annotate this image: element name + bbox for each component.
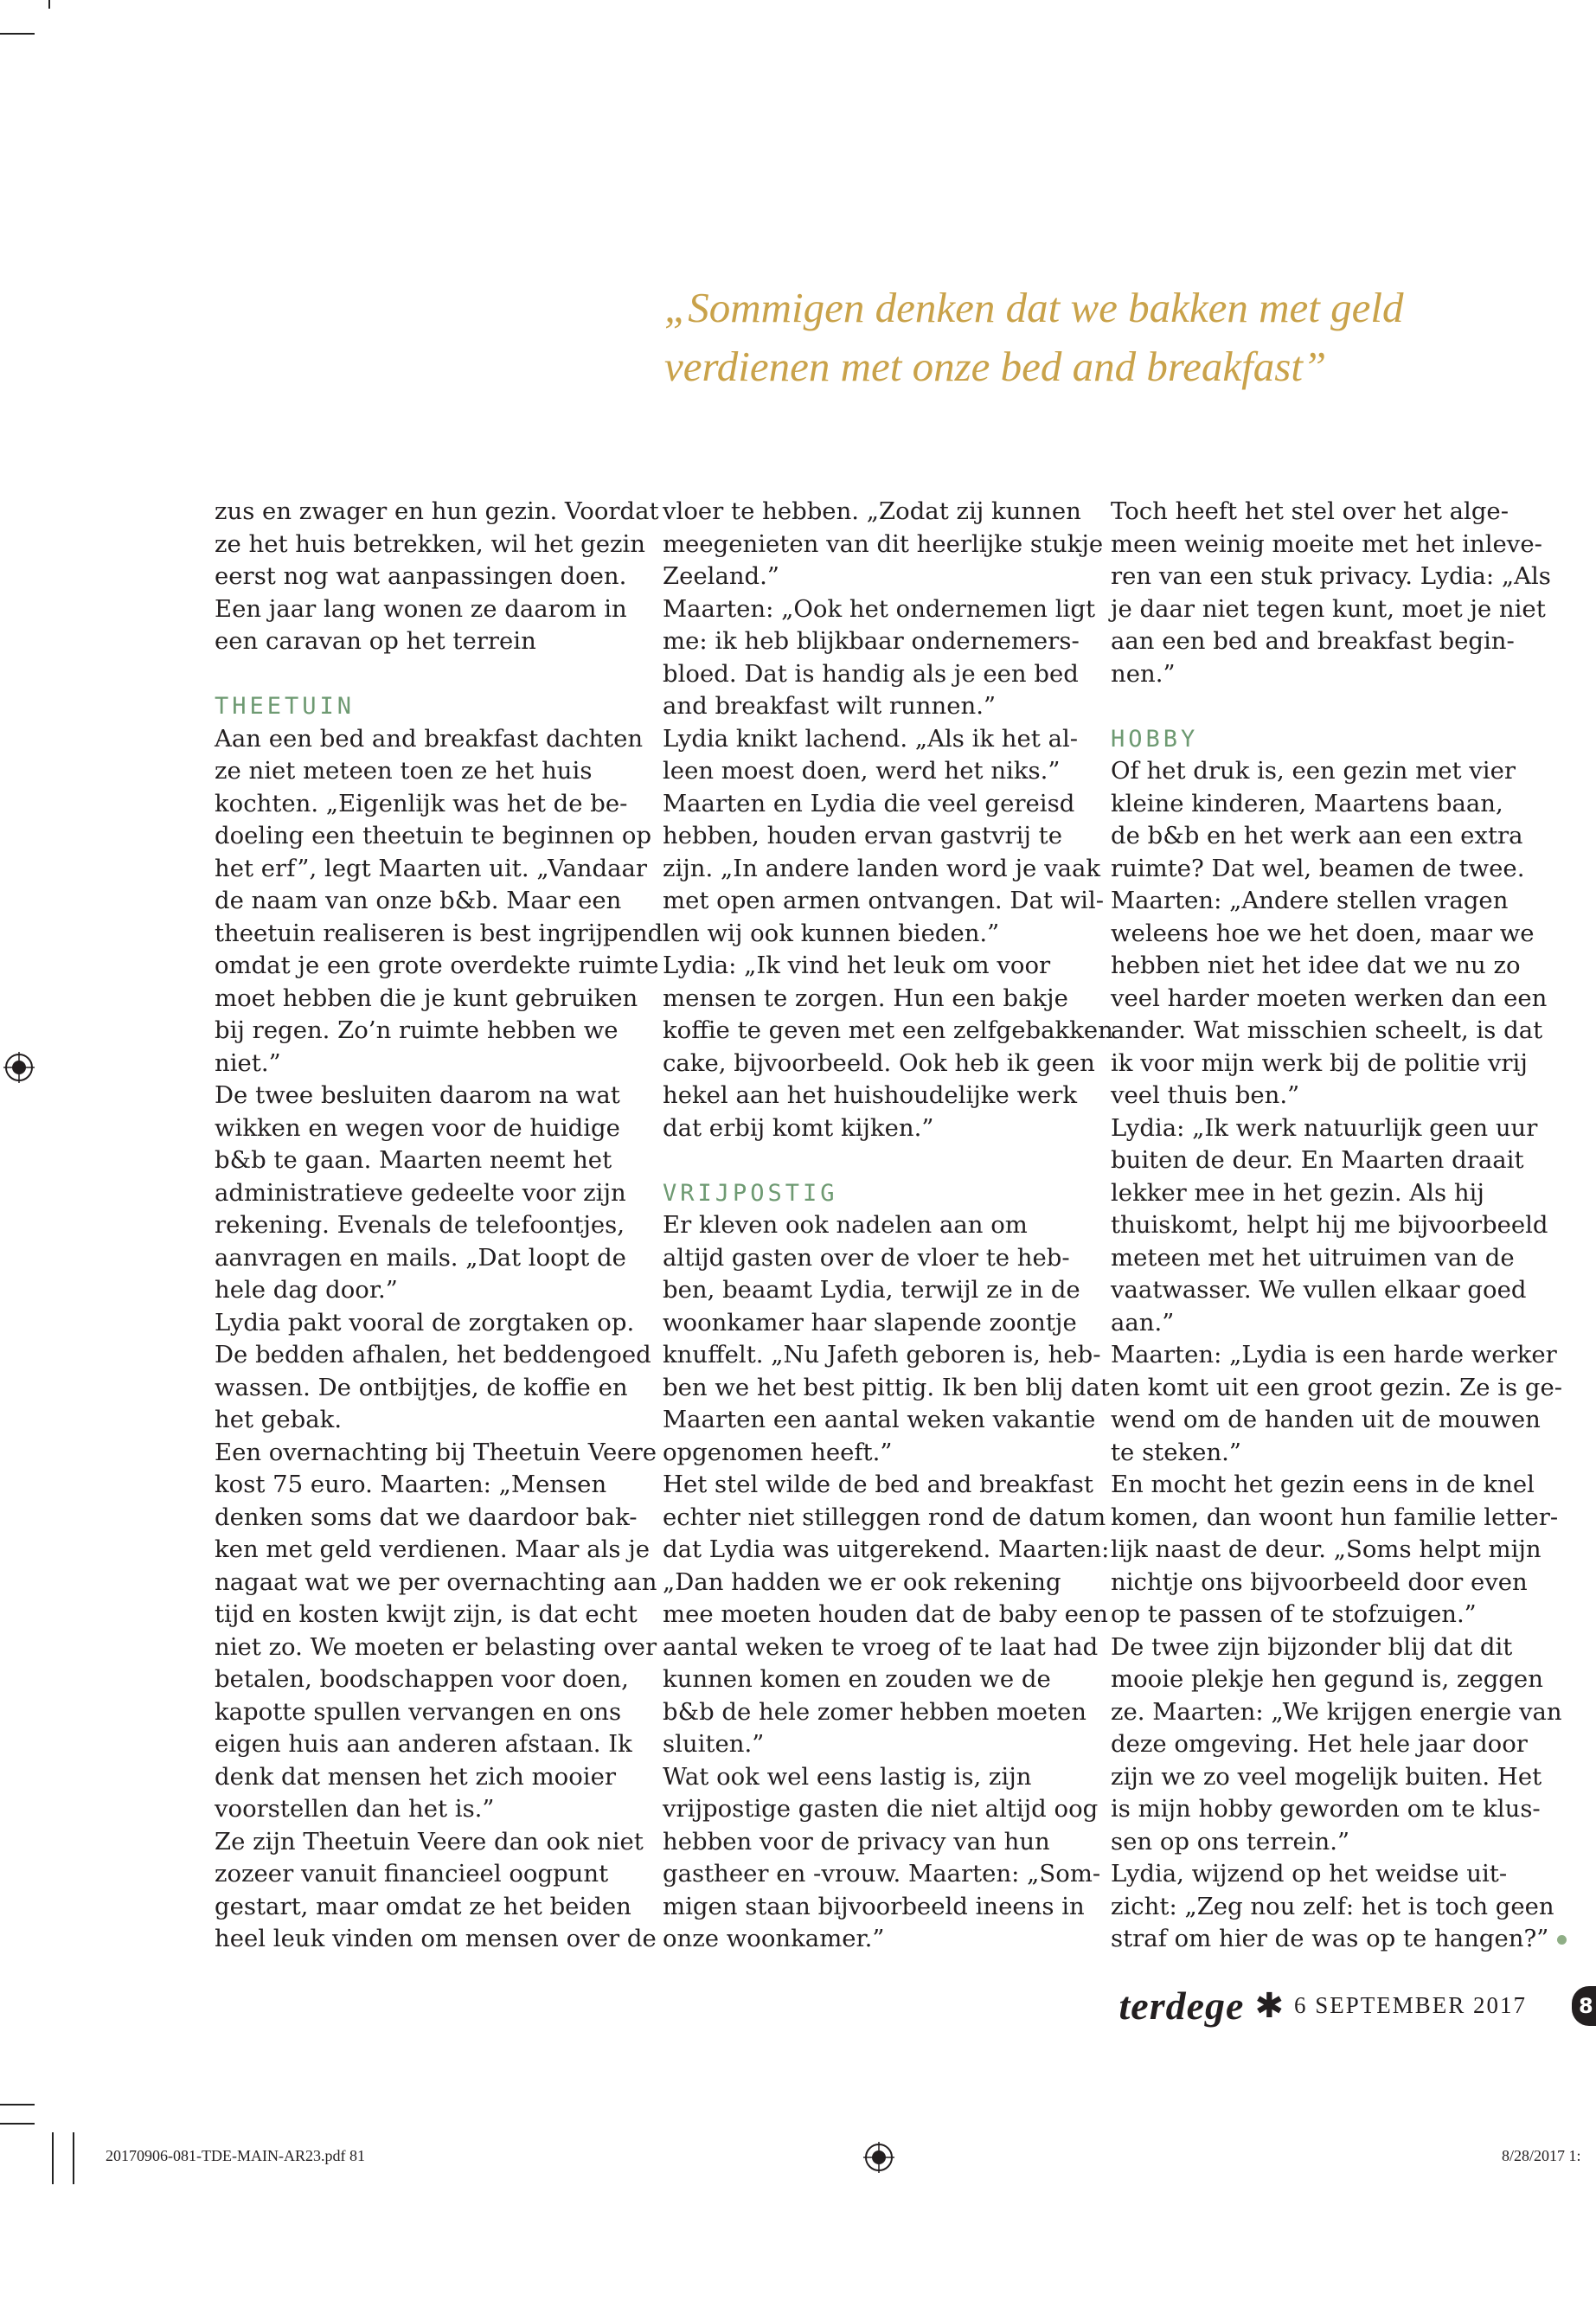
asterisk-icon: ✱ — [1254, 1985, 1284, 2026]
body-text-line: betalen, boodschappen voor doen, — [215, 1665, 629, 1693]
body-text-line: heel leuk vinden om mensen over de — [215, 1925, 657, 1952]
article-column-3 — [1111, 496, 1563, 1956]
body-text-line: deze omgeving. Het hele jaar door — [1111, 1730, 1528, 1758]
magazine-logo: terdege — [1118, 1984, 1245, 2028]
body-text-line: vrijpostige gasten die niet altijd oog — [663, 1795, 1099, 1823]
body-text-line: ruimte? Dat wel, beamen de twee. — [1111, 854, 1525, 882]
body-text-line: Lydia pakt vooral de zorgtaken op. — [215, 1308, 635, 1336]
body-text-line: leen moest doen, werd het niks.” — [663, 757, 1061, 785]
body-text-line: rekening. Evenals de telefoontjes, — [215, 1211, 625, 1239]
body-text-line: veel thuis ben.” — [1111, 1081, 1300, 1109]
article-column-1 — [215, 496, 663, 1956]
paragraph-spacer — [1111, 690, 1543, 723]
body-text-line: ben, beaamt Lydia, terwijl ze in de — [663, 1276, 1080, 1304]
crop-mark — [0, 2123, 35, 2125]
body-text-line: ze het huis betrekken, wil het gezin — [215, 529, 646, 558]
body-text-line: tijd en kosten kwijt zijn, is dat echt — [215, 1600, 638, 1628]
body-text-line: ze niet meteen toen ze het huis — [215, 757, 593, 785]
body-text-line: kunnen komen en zouden we de — [663, 1665, 1051, 1693]
body-text-line: het erf”, legt Maarten uit. „Vandaar — [215, 854, 648, 882]
section-heading: THEETUIN — [215, 693, 356, 720]
body-text-line: ben we het best pittig. Ik ben blij dat — [663, 1373, 1110, 1401]
body-text-line: b&b de hele zomer hebben moeten — [663, 1697, 1086, 1726]
body-text-line: wend om de handen uit de mouwen — [1111, 1406, 1541, 1433]
body-text-line: „Dan hadden we er ook rekening — [663, 1567, 1061, 1596]
section-heading: HOBBY — [1111, 725, 1199, 753]
pull-quote-line: „Sommigen denken dat we bakken met geld — [664, 284, 1404, 331]
body-text-line: mensen te zorgen. Hun een bakje — [663, 984, 1068, 1012]
body-text-line: denken soms dat we daardoor bak- — [215, 1503, 638, 1531]
crop-mark — [0, 33, 35, 35]
body-text-line: veel harder moeten werken dan een — [1111, 984, 1548, 1012]
registration-mark-icon — [863, 2142, 894, 2173]
body-text-line: Zeeland.” — [663, 562, 779, 590]
body-text-line: kleine kinderen, Maartens baan, — [1111, 789, 1503, 817]
body-text-line: migen staan bijvoorbeeld ineens in — [663, 1892, 1085, 1920]
body-text-line: lijk naast de deur. „Soms helpt mijn — [1111, 1535, 1542, 1563]
body-text-line: eigen huis aan anderen afstaan. Ik — [215, 1730, 632, 1758]
body-text-line: weleens hoe we het doen, maar we — [1111, 919, 1535, 947]
body-text-line: Er kleven ook nadelen aan om — [663, 1211, 1028, 1239]
body-text-line: nagaat wat we per overnachting aan — [215, 1567, 657, 1596]
body-text-line: dat erbij komt kijken.” — [663, 1113, 934, 1142]
body-text-line: me: ik heb blijkbaar ondernemers- — [663, 627, 1080, 655]
body-text-line: Toch heeft het stel over het alge- — [1111, 497, 1509, 525]
body-text-line: Maarten: „Lydia is een harde werker — [1111, 1341, 1557, 1368]
body-text-line: de naam van onze b&b. Maar een — [215, 887, 622, 914]
body-text-line: omdat je een grote overdekte ruimte — [215, 952, 659, 979]
body-text-line: ander. Wat misschien scheelt, is dat — [1111, 1016, 1543, 1044]
body-text-line: vloer te hebben. „Zodat zij kunnen — [663, 497, 1081, 525]
body-text-line: bij regen. Zo’n ruimte hebben we — [215, 1016, 619, 1044]
body-text-line: zicht: „Zeg nou zelf: het is toch geen — [1111, 1892, 1554, 1920]
body-text-line: nen.” — [1111, 659, 1176, 688]
body-text-line: wikken en wegen voor de huidige — [215, 1113, 620, 1142]
body-text-line: nichtje ons bijvoorbeeld door even — [1111, 1567, 1528, 1596]
body-text-line: eerst nog wat aanpassingen doen. — [215, 562, 627, 590]
crop-mark — [52, 2132, 54, 2184]
body-text-line: hele dag door.” — [215, 1276, 398, 1304]
slug-filename: 20170906-081-TDE-MAIN-AR23.pdf 81 — [106, 2147, 365, 2164]
body-text-line: zozeer vanuit financieel oogpunt — [215, 1860, 609, 1888]
footer-brand — [1119, 1983, 1527, 2029]
body-text-line: theetuin realiseren is best ingrijpend — [215, 919, 663, 947]
article-column-2 — [663, 496, 1113, 1956]
body-text-line: bloed. Dat is handig als je een bed — [663, 659, 1079, 688]
body-text-line: woonkamer haar slapende zoontje — [663, 1308, 1077, 1336]
body-text-line: denk dat mensen het zich mooier — [215, 1762, 617, 1791]
body-text-line: doeling een theetuin te beginnen op — [215, 822, 652, 849]
body-text-line: wassen. De ontbijtjes, de koffie en — [215, 1373, 628, 1401]
body-text-line: aan.” — [1111, 1308, 1175, 1336]
body-text-line: aanvragen en mails. „Dat loopt de — [215, 1243, 626, 1272]
body-text-line: niet.” — [215, 1048, 281, 1077]
section-heading: VRIJPOSTIG — [663, 1179, 838, 1207]
registration-mark-icon — [3, 1052, 35, 1083]
body-text-line: straf om hier de was op te hangen?” — [1111, 1923, 1543, 1956]
body-text-line: ik voor mijn werk bij de politie vrij — [1111, 1048, 1528, 1077]
body-text-line: Lydia knikt lachend. „Als ik het al- — [663, 724, 1079, 753]
body-text-line: koffie te geven met een zelfgebakken — [663, 1016, 1113, 1044]
body-text-line: De twee zijn bijzonder blij dat dit — [1111, 1632, 1513, 1661]
body-text-line: meegenieten van dit heerlijke stukje — [663, 529, 1104, 558]
body-text-line: administratieve gedeelte voor zijn — [215, 1178, 626, 1207]
body-text-line: b&b te gaan. Maarten neemt het — [215, 1146, 612, 1174]
body-text-line: Wat ook wel eens lastig is, zijn — [663, 1762, 1032, 1791]
body-text-line: zus en zwager en hun gezin. Voordat — [215, 497, 659, 525]
body-text-line: ken met geld verdienen. Maar als je — [215, 1535, 651, 1563]
body-text-line: en komt uit een groot gezin. Ze is ge- — [1111, 1373, 1563, 1401]
body-text-line: Een jaar lang wonen ze daarom in — [215, 594, 627, 623]
body-text-line: Het stel wilde de bed and breakfast — [663, 1471, 1093, 1498]
body-text-line: hebben, houden ervan gastvrij te — [663, 822, 1063, 849]
body-text-line: opgenomen heeft.” — [663, 1438, 893, 1466]
page-number: 8 — [1572, 1986, 1596, 2026]
body-text-line: De twee besluiten daarom na wat — [215, 1081, 620, 1109]
body-text-line: meen weinig moeite met het inleve- — [1111, 529, 1542, 558]
body-text-line: gastheer en -vrouw. Maarten: „Som- — [663, 1860, 1101, 1888]
body-text-line: buiten de deur. En Maarten draait — [1111, 1146, 1524, 1174]
body-text-line: Lydia, wijzend op het weidse uit- — [1111, 1860, 1508, 1888]
body-text-line: Ze zijn Theetuin Veere dan ook niet — [215, 1827, 644, 1856]
body-text-line: meteen met het uitruimen van de — [1111, 1243, 1515, 1272]
body-text-line: op te passen of te stofzuigen.” — [1111, 1600, 1477, 1628]
body-text-line: met open armen ontvangen. Dat wil- — [663, 887, 1105, 914]
body-text-line: kost 75 euro. Maarten: „Mensen — [215, 1471, 607, 1498]
issue-date: 6 SEPTEMBER 2017 — [1293, 1992, 1527, 2018]
body-text-line: zijn we zo veel mogelijk buiten. Het — [1111, 1762, 1542, 1791]
body-text-line: hebben voor de privacy van hun — [663, 1827, 1050, 1856]
body-text-line: Lydia: „Ik vind het leuk om voor — [663, 952, 1051, 979]
body-text-line: ze. Maarten: „We krijgen energie van — [1111, 1697, 1562, 1726]
body-text-line: moet hebben die je kunt gebruiken — [215, 984, 638, 1012]
body-text-line: de b&b en het werk aan een extra — [1111, 822, 1523, 849]
body-text-line: onze woonkamer.” — [663, 1925, 885, 1952]
body-text-line: voorstellen dan het is.” — [215, 1795, 495, 1823]
body-text-line: mooie plekje hen gegund is, zeggen — [1111, 1665, 1543, 1693]
body-text-line: En mocht het gezin eens in de knel — [1111, 1471, 1535, 1498]
body-text-line: Maarten: „Ook het ondernemen ligt — [663, 594, 1095, 623]
body-text-line: Of het druk is, een gezin met vier — [1111, 757, 1516, 785]
body-text-line: sluiten.” — [663, 1730, 765, 1758]
paragraph-spacer — [215, 658, 630, 691]
body-text-line: echter niet stilleggen rond de datum — [663, 1503, 1106, 1531]
body-text-line: thuiskomt, helpt hij me bijvoorbeeld — [1111, 1211, 1548, 1239]
body-text-line: Maarten een aantal weken vakantie — [663, 1406, 1096, 1433]
body-text-line: hekel aan het huishoudelijke werk — [663, 1081, 1078, 1109]
body-text-line: mee moeten houden dat de baby een — [663, 1600, 1108, 1628]
body-text-line: len wij ook kunnen bieden.” — [663, 919, 1000, 947]
body-text-line: and breakfast wilt runnen.” — [663, 692, 996, 720]
body-text-line: hebben niet het idee dat we nu zo — [1111, 952, 1521, 979]
body-text-line: Aan een bed and breakfast dachten — [215, 724, 644, 753]
slug-timestamp: 8/28/2017 1: — [1502, 2147, 1581, 2164]
crop-mark — [48, 0, 50, 9]
body-text-line: ren van een stuk privacy. Lydia: „Als — [1111, 562, 1551, 590]
crop-mark — [0, 2104, 35, 2106]
body-text-line: sen op ons terrein.” — [1111, 1827, 1350, 1856]
body-text-line: kochten. „Eigenlijk was het de be- — [215, 789, 628, 817]
body-text-line: zijn. „In andere landen word je vaak — [663, 854, 1101, 882]
body-text-line: te steken.” — [1111, 1438, 1241, 1466]
body-text-line: komen, dan woont hun familie letter- — [1111, 1503, 1559, 1531]
body-text-line: knuffelt. „Nu Jafeth geboren is, heb- — [663, 1341, 1101, 1368]
body-text-line: Maarten en Lydia die veel gereisd — [663, 789, 1075, 817]
body-text-line: een caravan op het terrein — [215, 627, 536, 655]
body-text-line: altijd gasten over de vloer te heb- — [663, 1243, 1070, 1272]
paragraph-spacer — [663, 1144, 1086, 1177]
body-text-line: kapotte spullen vervangen en ons — [215, 1697, 622, 1726]
body-text-line: Maarten: „Andere stellen vragen — [1111, 887, 1509, 914]
pull-quote-line: verdienen met onze bed and breakfast” — [664, 343, 1327, 390]
body-text-line: je daar niet tegen kunt, moet je niet — [1111, 594, 1546, 623]
body-text-line: niet zo. We moeten er belasting over — [215, 1632, 657, 1661]
body-text-line: vaatwasser. We vullen elkaar goed — [1111, 1276, 1527, 1304]
body-text-line: dat Lydia was uitgerekend. Maarten: — [663, 1535, 1110, 1563]
pull-quote — [664, 279, 1564, 396]
body-text-line: is mijn hobby geworden om te klus- — [1111, 1795, 1541, 1823]
end-of-article-dot-icon — [1557, 1935, 1567, 1945]
body-text-line: gestart, maar omdat ze het beiden — [215, 1892, 631, 1920]
body-text-line: De bedden afhalen, het beddengoed — [215, 1341, 651, 1368]
body-text-line: aantal weken te vroeg of te laat had — [663, 1632, 1099, 1661]
body-text-line: Een overnachting bij Theetuin Veere — [215, 1438, 657, 1466]
body-text-line: lekker mee in het gezin. Als hij — [1111, 1178, 1484, 1207]
body-text-line: het gebak. — [215, 1406, 343, 1433]
crop-mark — [73, 2132, 74, 2184]
body-text-line: Lydia: „Ik werk natuurlijk geen uur — [1111, 1113, 1538, 1142]
body-text-line: aan een bed and breakfast begin- — [1111, 627, 1515, 655]
body-text-line: cake, bijvoorbeeld. Ook heb ik geen — [663, 1048, 1095, 1077]
